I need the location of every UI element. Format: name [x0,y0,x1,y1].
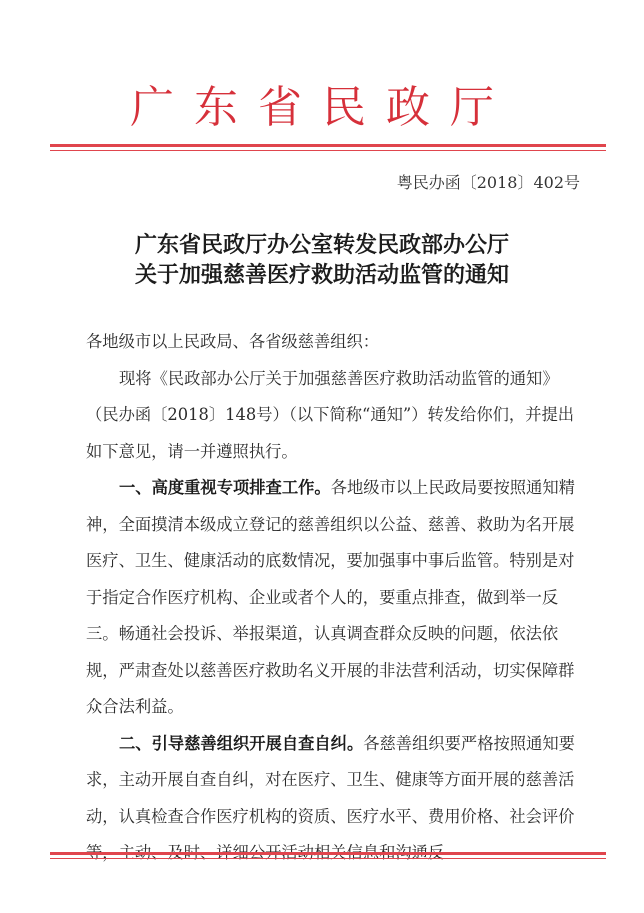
section-1-heading: 一、高度重视专项排查工作。 [119,478,331,497]
document-number: 粤民办函〔2018〕402号 [396,173,580,192]
section-1-paragraph [86,470,578,726]
title-line-1: 广东省民政厅办公室转发民政部办公厅 [134,232,509,258]
document-title [0,230,644,290]
section-1-text: 各地级市以上民政局要按照通知精神，全面摸清本级成立登记的慈善组织以公益、慈善、救助为名开展医疗、卫生、健康活动的底数情况，要加强事中事后监管。特别是对于指定合作医疗机构、企业或者个人的，要重点排查，做到举一反三。畅通社会投诉、举报渠道，认真调查群众反映的问题，依法依规，严肃查处以慈善医疗救助名义开展的非法营利活动，切实保障群众合法利益。 [86,478,575,716]
masthead-red-rule-thin [50,150,606,151]
masthead-red-rule [50,144,606,147]
section-2-paragraph [86,726,578,872]
issuing-authority: 广东省民政厅 [130,82,514,133]
document-body [86,324,578,872]
title-line-2: 关于加强慈善医疗救助活动监管的通知 [134,262,509,288]
footer-red-rule [50,852,606,855]
intro-paragraph: 现将《民政部办公厅关于加强慈善医疗救助活动监管的通知》（民办函〔2018〕148号）（以下简称“通知”）转发给你们，并提出如下意见，请一并遵照执行。 [86,368,575,461]
footer-red-rule-thin [50,858,606,859]
salutation: 各地级市以上民政局、各省级慈善组织： [86,332,380,351]
section-2-heading: 二、引导慈善组织开展自查自纠。 [119,733,364,753]
section-2-text: 各慈善组织要严格按照通知要求，主动开展自查自纠，对在医疗、卫生、健康等方面开展的慈善活动，认真检查合作医疗机构的资质、医疗水平、费用价格、社会评价等，主动、及时、详细公开活动相关信息和沟通反 [86,733,575,862]
